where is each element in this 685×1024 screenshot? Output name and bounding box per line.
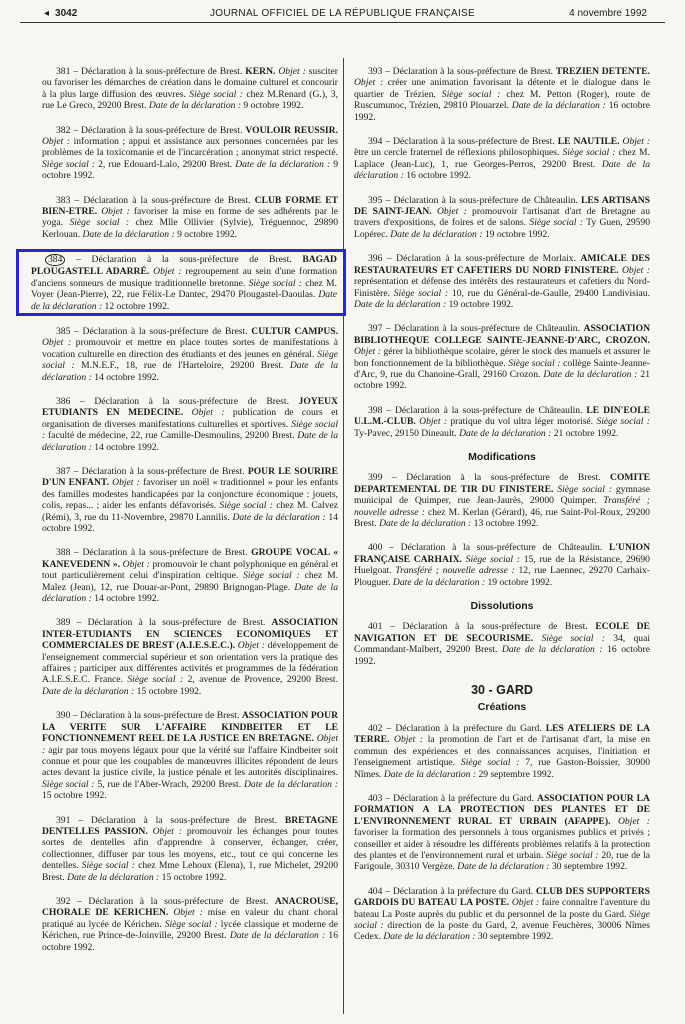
entry-395: 395 – Déclaration à la sous-préfecture de Châteaulin. LES ARTISANS DE SAINT-JEAN. Objet : promouvoir l'artisanat d'art de Bretagne au travers d'expositions, de foires et de salons. Siège social : Ty Guen, 29590 Lopérec. Date de la déclaration : 19 octobre 1992. [354,194,651,240]
entry-391: 391 – Déclaration à la sous-préfecture de Brest. BRETAGNE DENTELLES PASSION. Objet : promouvoir les échanges pour toutes sortes de dentelles afin d'apprendre à conserver, échanger, créer, collectionner, diffuser par tous les moyens, etc., tout ce qui concerne les dentelles. Siège social : chez Mme Lehoux (Elena), 1, rue Michelet, 29200 Brest. Date de la déclaration : 15 octobre 1992. [42,814,338,883]
entry-400: 400 – Déclaration à la sous-préfecture de Châteaulin. L'UNION FRANÇAISE CARHAIX. Siège social : 15, rue de la Résistance, 29690 Huelgoat. Transféré ; nouvelle adresse : 12, rue Laennec, 29270 Carhaix-Plouguer. Date de la déclaration : 19 octobre 1992. [354,542,651,588]
entry-390: 390 – Déclaration à la sous-préfecture de Brest. ASSOCIATION POUR LA VERITE SUR L'AFFAIRE KINDBEITER ET LE FONCTIONNEMENT REEL DE LA JUSTICE EN BRETAGNE. Objet : agir par tous moyens légaux pour que la vérité sur l'affaire Kindbeiter soit connue et pour que les coupables de manœuvres illicites répondent de leurs actes devant la justice civile, la justice pénale et les autorités disciplinaires. Siège social : 5, rue de l'Aber-Wrach, 29200 Brest. Date de la déclaration : 15 octobre 1992. [42,710,339,802]
entry-385: 385 – Déclaration à la sous-préfecture de Brest. CULTUR CAMPUS. Objet : promouvoir et mettre en place toutes sortes de manifestations à vocation culturelle en direction des étudiants et des jeunes en général. Siège social : M.N.E.F., 18, rue de l'Harteloire, 29200 Brest. Date de la déclaration : 14 octobre 1992. [42,325,338,383]
entry-394: 394 – Déclaration à la sous-préfecture de Brest. LE NAUTILE. Objet : être un cercle fraternel de réflexions philosophiques. Siège social : chez M. Laplace (Jean-Luc), 1, rue Georges-Perros, 29200 Brest. Date de la déclaration : 16 octobre 1992. [354,136,651,182]
page-number: ◂ 3042 [44,8,78,19]
right-column [354,66,650,956]
entry-403: 403 – Déclaration à la préfecture du Gard. ASSOCIATION POUR LA FORMATION A LA PROTECTION DES PLANTES ET DE L'ENVIRONNEMENT RURAL ET URBAIN (AFAPPE). Objet : favoriser la formation des personnels à tous organismes publics et privés ; conseiller et aider à résoudre les différents problèmes relatifs à la protection des plantes et de l'environnement rural et urbain. Siège social : 20, rue de la Farigoule, 30310 Vergèze. Date de la déclaration : 30 septembre 1992. [354,792,650,873]
entry-384: 384 – Déclaration à la sous-préfecture de Brest. BAGAD PLOUGASTELL ADARRÉ. Objet : regroupement au sein d'une formation d'anciens sonneurs de musique traditionnelle bretonne. Siège social : chez M. Voyer (Jean-Pierre), 22, rue Félix-Le Dantec, 29470 Plougastel-Daoulas. Date de la déclaration : 12 octobre 1992. [31,254,337,312]
column-divider [343,58,344,1014]
entry-399: 399 – Déclaration à la sous-préfecture de Brest. COMITE DEPARTEMENTAL DE TIR DU FINISTERE. Siège social : gymnase municipal de Quimper, rue Jean-Jaurès, 29000 Quimper. Transféré ; nouvelle adresse : chez M. Kerlan (Gérard), 46, rue Saint-Pol-Roux, 29200 Brest. Date de la déclaration : 13 octobre 1992. [354,472,650,529]
entry-398: 398 – Déclaration à la sous-préfecture de Châteaulin. LE DIN'EOLE U.L.M.-CLUB. Objet : pratique du vol ultra léger motorisé. Siège social : Ty-Pavec, 29150 Dineault. Date de la déclaration : 21 octobre 1992. [354,404,651,439]
entry-383: 383 – Déclaration à la sous-préfecture de Brest. CLUB FORME ET BIEN-ETRE. Objet : favoriser la mise en forme de ses adhérents par le yoga. Siège social : chez Mlle Ollivier (Sylvie), Tréguennoc, 29890 Kerlouan. Date de la déclaration : 9 octobre 1992. [42,194,338,240]
entry-396: 396 – Déclaration à la sous-préfecture de Morlaix. AMICALE DES RESTAURATEURS ET CAFETIERS DU NORD FINISTERE. Objet : représentation et défense des intérêts des restaurateurs et cafetiers du Nord-Finistère. Siège social : 10, rue du Général-de-Gaulle, 29400 Landivisiau. Date de la déclaration : 19 octobre 1992. [354,253,651,310]
page-header [20,6,665,23]
modifications-heading: Modifications [468,450,536,463]
entry-388: 388 – Déclaration à la sous-préfecture de Brest. GROUPE VOCAL « KANEVEDENN ». Objet : promouvoir le chant polyphonique en général et tout particulièrement celui d'inspiration celtique. Siège social : chez M. Malez (Jean), 12, rue Douar-ar-Pont, 29890 Brignogan-Plage. Date de la déclaration : 14 octobre 1992. [42,547,339,605]
journal-title: JOURNAL OFFICIEL DE LA RÉPUBLIQUE FRANÇAISE [210,8,475,19]
entry-404: 404 – Déclaration à la préfecture du Gard. CLUB DES SUPPORTERS GARDOIS DU BATEAU LA POSTE. Objet : faire connaître l'aventure du bateau La Poste auprès du public et du personnel de la poste du Gard. Siège social : direction de la poste du Gard, 2, avenue Feuchères, 30006 Nîmes Cedex. Date de la déclaration : 30 septembre 1992. [354,885,651,943]
issue-date: 4 novembre 1992 [569,8,647,19]
entry-392: 392 – Déclaration à la sous-préfecture de Brest. ANACROUSE, CHORALE DE KERICHEN. Objet : mise en valeur du chant choral pratiqué au lycée de Kérichen. Siège social : lycée classique et moderne de Kérichen, rue Prince-de-Joinville, 29200 Brest. Date de la déclaration : 16 octobre 1992. [42,895,339,953]
entry-397: 397 – Déclaration à la sous-préfecture de Châteaulin. ASSOCIATION BIBLIOTHEQUE COLLEGE SAINTE-JEANNE-D'ARC, CROZON. Objet : gérer la bibliothèque scolaire, gérer le stock des manuels et assurer le bon fonctionnement de la bibliothèque. Siège social : collège Sainte-Jeanne-d'Arc, 9, rue du Chanoine-Grall, 29160 Crozon. Date de la déclaration : 21 octobre 1992. [354,323,651,392]
entry-402: 402 – Déclaration à la préfecture du Gard. LES ATELIERS DE LA TERRE. Objet : la promotion de l'art et de l'artisanat d'art, la mise en commun des expériences et des connaissances acquises, l'initiation et l'enseignement artistique. Siège social : 7, rue Gaston-Boissier, 30900 Nîmes. Date de la déclaration : 29 septembre 1992. [354,722,650,780]
entry-381: 381 – Déclaration à la sous-préfecture de Brest. KERN. Objet : susciter ou favoriser les démarches de création dans le domaine culturel et concourir à la plus large diffusion des œuvres. Siège social : chez M.Renard (G.), 3, rue Le Greco, 29200 Brest. Date de la déclaration : 9 octobre 1992. [42,66,339,112]
entry-386: 386 – Déclaration à la sous-préfecture de Brest. JOYEUX ETUDIANTS EN MEDECINE. Objet : publication de cours et organisation de diverses manifestations culturelles et sportives. Siège social : faculté de médecine, 22, rue Camille-Desmoulins, 29200 Brest. Date de la déclaration : 14 octobre 1992. [42,395,339,453]
entry-389: 389 – Déclaration à la sous-préfecture de Brest. ASSOCIATION INTER-ETUDIANTS EN SCIENCES ECONOMIQUES ET COMMERCIALES DE BREST (A.I.E.S.E.C.). Objet : développement de l'enseignement commercial supérieur et son orientation vers la pratique des affaires ; participer aux différentes activités et programmes de la fédération A.I.E.S.E.C. France. Siège social : 2, avenue de Provence, 29200 Brest. Date de la déclaration : 15 octobre 1992. [42,617,339,697]
circled-entry-number: 384 [45,254,65,266]
dissolutions-heading: Dissolutions [470,600,534,613]
creations-heading: Créations [477,701,527,714]
entry-401: 401 – Déclaration à la sous-préfecture de Brest. ECOLE DE NAVIGATION ET DE SECOURISME. Siège social : 34, quai Commandant-Malbert, 29200 Brest. Date de la déclaration : 16 octobre 1992. [354,621,650,667]
left-column [31,66,339,966]
entry-382: 382 – Déclaration à la sous-préfecture de Brest. VOULOIR REUSSIR. Objet : information ; appui et assistance aux personnes concernées par les problèmes de la toxicomanie et de l'incarcération ; anonymat strict respecté. Siège social : 2, rue Edouard-Lalo, 29200 Brest. Date de la déclaration : 9 octobre 1992. [42,124,339,182]
highlighted-entry-box [16,249,346,316]
entry-393: 393 – Déclaration à la sous-préfecture de Brest. TREZIEN DETENTE. Objet : créer une animation favorisant la détente et le dialogue dans le quartier de Trézien. Siège social : chez M. Petton (Roger), route de Ruscumunoc, Trézien, 29810 Plouarzel. Date de la déclaration : 16 octobre 1992. [354,66,650,123]
entry-387: 387 – Déclaration à la sous-préfecture de Brest. POUR LE SOURIRE D'UN ENFANT. Objet : favoriser un noël « traditionnel » pour les enfants des familles modestes handicapées par la conjoncture économique : jouets, colis, repas... ; aider les enfants défavorisés. Siège social : chez M. Calvez (Rémi), 3, rue du 11-Novembre, 29870 Lannilis. Date de la déclaration : 14 octobre 1992. [42,465,339,534]
department-heading: 30 - GARD [471,683,533,698]
